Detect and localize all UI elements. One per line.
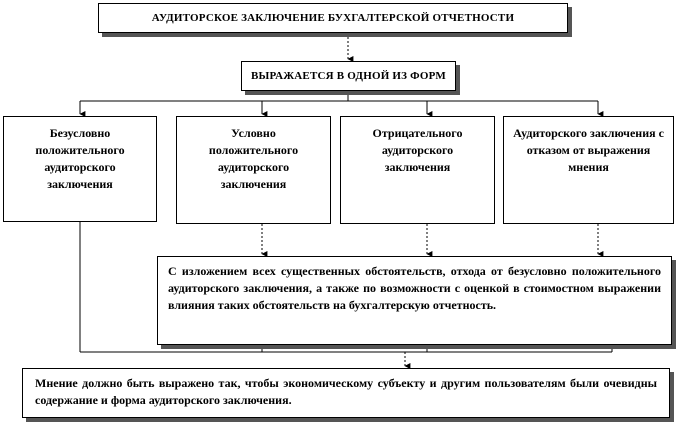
opinion-box (22, 368, 670, 418)
form-label: Безусловно положительного аудиторского заключения (35, 126, 125, 191)
circumstances-text: С изложением всех существенных обстоятельств, отхода от безусловно положительного аудиторского заключения, а также по возможности с оценкой в стоимостном выражении влияния таких обстоятельств на бухгалтерскую отчетность. (168, 264, 661, 312)
form-label: Отрицательного аудиторского заключения (372, 126, 463, 174)
title-box (98, 3, 568, 33)
title-text: АУДИТОРСКОЕ ЗАКЛЮЧЕНИЕ БУХГАЛТЕРСКОЙ ОТЧЕТНОСТИ (151, 11, 515, 24)
form-box-disclaimer (503, 116, 674, 224)
circumstances-box (157, 256, 672, 345)
form-box-conditional (176, 116, 331, 224)
opinion-text: Мнение должно быть выражено так, чтобы экономическому субъекту и другим пользователям были очевидны содержание и форма аудиторского заключения. (35, 376, 657, 407)
forms-header-box (241, 61, 456, 91)
form-box-negative (340, 116, 495, 224)
form-label: Условно положительного аудиторского заключения (208, 126, 299, 191)
form-box-unconditional (3, 116, 157, 222)
forms-header-text: ВЫРАЖАЕТСЯ В ОДНОЙ ИЗ ФОРМ (251, 69, 446, 82)
form-label: Аудиторского заключения с отказом от выражения мнения (513, 126, 664, 174)
